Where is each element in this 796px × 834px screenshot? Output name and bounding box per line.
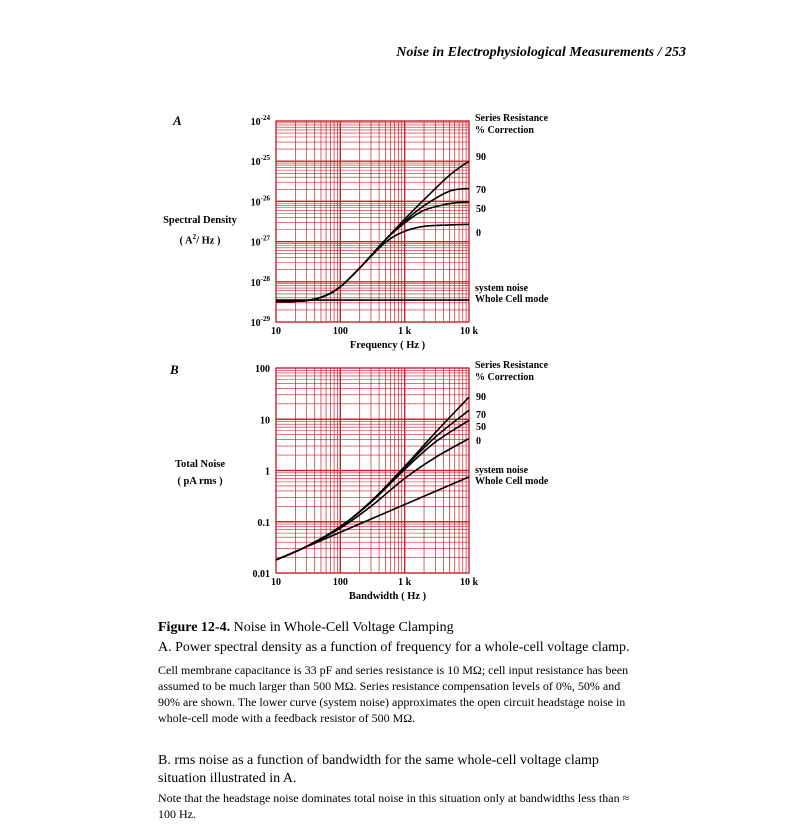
y-tick-label: $10^{-28}$ bbox=[250, 274, 270, 289]
panel-a-plot bbox=[251, 113, 549, 351]
figure-caption-title bbox=[158, 620, 658, 636]
panel-b-letter: B bbox=[170, 362, 179, 377]
figure-title: Noise in Whole-Cell Voltage Clamping bbox=[230, 620, 454, 635]
whole-cell-mode-label: Whole Cell mode bbox=[475, 476, 549, 487]
y-tick-label: $10^{-24}$ bbox=[250, 114, 270, 128]
x-tick-label: 1 k bbox=[398, 326, 412, 337]
legend-title-line1: Series Resistance bbox=[475, 360, 549, 371]
whole-cell-mode-label: Whole Cell mode bbox=[475, 294, 549, 305]
y-tick-label: 0.1 bbox=[257, 517, 270, 529]
panel-a-ylabel-line2: ( $A^2/$ Hz ) bbox=[179, 233, 221, 247]
y-tick-label: $10^{-27}$ bbox=[250, 234, 270, 249]
legend-title-line2: % Correction bbox=[475, 372, 534, 383]
curve-label-70: 70 bbox=[476, 410, 486, 421]
x-axis-label: Frequency ( Hz ) bbox=[349, 340, 426, 351]
x-tick-label: 100 bbox=[332, 326, 348, 337]
y-tick-label: 0.01 bbox=[252, 569, 270, 580]
curve-label-70: 70 bbox=[476, 185, 486, 196]
x-tick-label: 10 k bbox=[459, 326, 479, 337]
plot-frame bbox=[276, 121, 469, 322]
running-header: Noise in Electrophysiological Measurements / 253 bbox=[396, 45, 686, 60]
system-noise-label: system noise bbox=[475, 283, 529, 294]
legend-title-line1: Series Resistance bbox=[475, 113, 549, 124]
panel-b-ylabel-line1: Total Noise bbox=[174, 459, 226, 470]
curve-label-90: 90 bbox=[476, 392, 486, 403]
caption-line-a: A. Power spectral density as a function of frequency for a whole-cell voltage clamp. bbox=[158, 640, 630, 655]
curve-label-0: 0 bbox=[476, 228, 481, 239]
y-tick-label: 10 bbox=[260, 415, 270, 427]
panel-a-letter: A bbox=[173, 113, 182, 128]
y-tick-label: 100 bbox=[255, 364, 270, 375]
y-tick-label: $10^{-26}$ bbox=[250, 194, 270, 209]
panel-b-ylabel-line2: ( pA rms ) bbox=[177, 476, 223, 487]
curve-label-90: 90 bbox=[476, 152, 486, 163]
curve-label-50: 50 bbox=[476, 422, 486, 433]
curve-label-50: 50 bbox=[476, 204, 486, 215]
system-noise-label: system noise bbox=[475, 465, 529, 476]
panel-a-ylabel-line1: Spectral Density bbox=[163, 215, 237, 226]
series-line-50 bbox=[276, 202, 469, 302]
x-axis-label: Bandwidth ( Hz ) bbox=[348, 591, 427, 602]
caption-paragraph-b: Note that the headstage noise dominates total noise in this situation only at bandwidths less than ≈ 100 Hz. bbox=[158, 791, 630, 821]
y-tick-label: $10^{-29}$ bbox=[250, 315, 270, 329]
caption-line-b: B. rms noise as a function of bandwidth for the same whole-cell voltage clamp situation illustrated in A. bbox=[158, 753, 599, 786]
x-tick-label: 10 bbox=[271, 577, 281, 588]
curve-label-0: 0 bbox=[476, 436, 481, 447]
x-tick-label: 1 k bbox=[398, 577, 412, 588]
y-tick-label: $10^{-25}$ bbox=[250, 154, 270, 169]
y-tick-label: 1 bbox=[265, 466, 270, 478]
x-tick-label: 10 bbox=[271, 326, 281, 337]
panel-b-plot bbox=[253, 360, 549, 602]
series-line-0 bbox=[276, 224, 469, 301]
legend-title-line2: % Correction bbox=[475, 125, 534, 136]
caption-paragraph-a: Cell membrane capacitance is 33 pF and series resistance is 10 MΩ; cell input resistance has been assumed to be much larger than 500 MΩ. Series resistance compensation levels of 0%, 50% and 90% are shown. The lower curve (system noise) approximates the open circuit headstage noise in whole-cell mode with a feedback resistor of 500 MΩ. bbox=[158, 663, 629, 725]
x-tick-label: 100 bbox=[332, 577, 348, 588]
x-tick-label: 10 k bbox=[459, 577, 479, 588]
series-line-system-noise-whole-cell-mode bbox=[276, 477, 469, 560]
figure-number: Figure 12-4. bbox=[158, 620, 231, 635]
